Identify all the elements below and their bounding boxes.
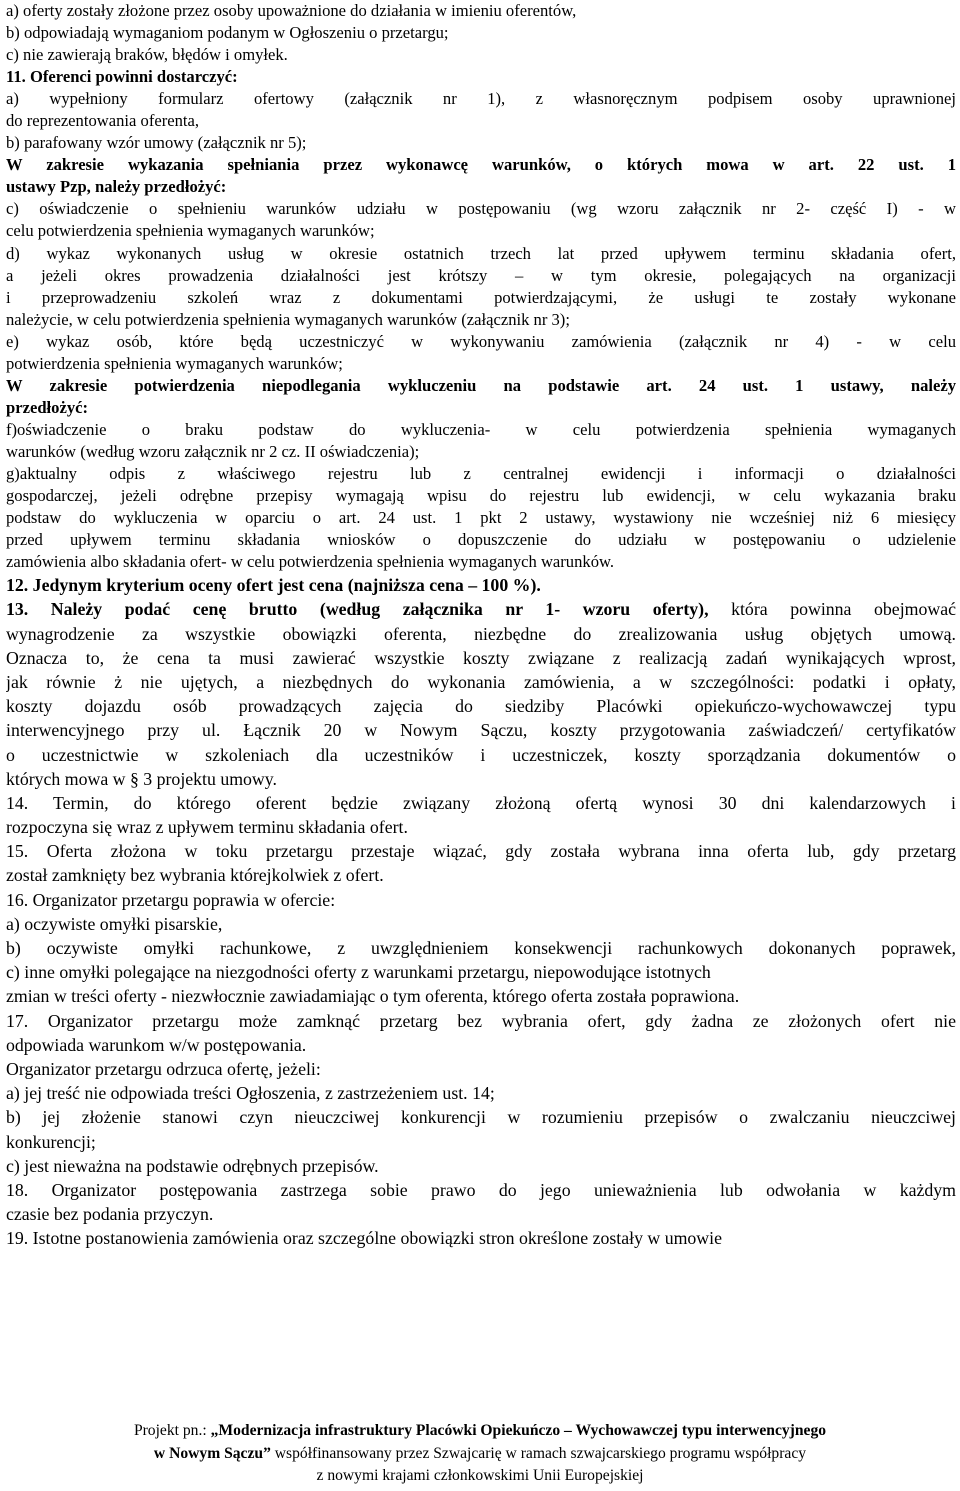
text-line: c) jest nieważna na podstawie odrębnych przepisów. — [6, 1155, 379, 1176]
text-line: a) oczywiste omyłki pisarskie, — [6, 913, 223, 934]
section-13-first-line: 13. Należy podać cenę brutto (według załącznika nr 1- wzoru oferty), która powinna obejmować — [6, 599, 956, 620]
text-line: c) nie zawierają braków, błędów i omyłek. — [6, 45, 288, 65]
text-line: e) wykaz osób, które będą uczestniczyć w wykonywaniu zamówienia (załącznik nr 4) - w celu — [6, 331, 956, 351]
subheading: W zakresie potwierdzenia niepodlegania wykluczeniu na podstawie art. 24 ust. 1 ustawy, należy — [6, 375, 956, 395]
text-line: a) oferty zostały złożone przez osoby upoważnione do działania w imieniu oferentów, — [6, 1, 577, 20]
text-line: celu potwierdzenia spełnienia wymaganych warunków; — [6, 221, 375, 241]
text-line: b) parafowany wzór umowy (załącznik nr 5); — [6, 133, 307, 153]
text-line: b) odpowiadają wymaganiom podanym w Ogłoszeniu o przetargu; — [6, 23, 449, 43]
text-line: jak równie ż nie ujętych, a niezbędnych do wykonania zamówienia, a w szczególności: podatki i opłaty, — [6, 671, 956, 692]
text-line: interwencyjnego przy ul. Łącznik 20 w Nowym Sączu, koszty przygotowania zaświadczeń/ certyfikatów — [6, 720, 956, 741]
footer-line-3: z nowymi krajami członkowskimi Unii Europejskiej — [316, 1467, 644, 1484]
text-line: b) oczywiste omyłki rachunkowe, z uwzględnieniem konsekwencji rachunkowych dokonanych poprawek, — [6, 938, 956, 959]
footer-line-1: Projekt pn.: „Modernizacja infrastruktury Placówki Opiekuńczo – Wychowawczej typu interwencyjnego — [133, 1422, 827, 1439]
text-line: g)aktualny odpis z właściwego rejestru lub z centralnej ewidencji i informacji o działalności — [6, 463, 956, 483]
text-line: do reprezentowania oferenta, — [6, 111, 200, 131]
text-line: Oznacza to, że cena ta musi zawierać wszystkie koszty związane z realizacją zadań wynikających wprost, — [6, 647, 956, 668]
text-line: potwierdzenia spełnienia wymaganych warunków; — [6, 353, 343, 373]
text-line: a) jej treść nie odpowiada treści Ogłoszenia, z zastrzeżeniem ust. 14; — [6, 1083, 495, 1104]
text-line: odpowiada warunkom w/w postępowania. — [6, 1034, 307, 1055]
text-line: został zamknięty bez wybrania którejkolwiek z ofert. — [6, 865, 384, 886]
text-line: o uczestnictwie w szkoleniach dla uczestników i uczestniczek, koszty sporządzania dokumentów o — [6, 744, 956, 765]
text-line: 15. Oferta złożona w toku przetargu przestaje wiązać, gdy została wybrana inna oferta lub, gdy przetarg — [6, 841, 956, 862]
text-line: c) oświadczenie o spełnieniu warunków udziału w postępowaniu (wg wzoru załącznik nr 2- część I) - w — [6, 199, 956, 219]
text-line: Organizator przetargu odrzuca ofertę, jeżeli: — [6, 1058, 321, 1079]
text-line: 14. Termin, do którego oferent będzie związany złożoną ofertą wynosi 30 dni kalendarzowych i — [6, 792, 956, 813]
text-line: d) wykaz wykonanych usług w okresie ostatnich trzech lat przed upływem terminu składania ofert, — [6, 243, 956, 263]
document-body — [6, 0, 956, 1250]
text-line: wynagrodzenie za wszystkie obowiązki oferenta, niezbędne do zrealizowania usług objętych umową. — [6, 623, 956, 644]
text-line: b) jej złożenie stanowi czyn nieuczciwej konkurencji w rozumieniu przepisów o zwalczaniu nieuczciwej — [6, 1107, 956, 1128]
text-line: zmian w treści oferty - niezwłocznie zawiadamiając o tym oferenta, którego oferta została poprawiona. — [6, 986, 740, 1007]
text-line: 17. Organizator przetargu może zamknąć przetarg bez wybrania ofert, gdy żadna ze złożonych ofert nie — [6, 1010, 956, 1031]
text-line: f)oświadczenie o braku podstaw do wykluczenia- w celu potwierdzenia spełnienia wymaganych — [6, 419, 956, 439]
subheading: W zakresie wykazania spełniania przez wykonawcę warunków, o których mowa w art. 22 ust. 1 — [6, 155, 956, 175]
text-line: koszty dojazdu osób prowadzących zajęcia do siedziby Placówki opiekuńczo-wychowawczej typu — [6, 696, 956, 717]
section-heading-11: 11. Oferenci powinni dostarczyć: — [6, 67, 238, 87]
text-line: przed upływem terminu składania wniosków o dopuszczenie do udziału w postępowaniu o udzielenie — [6, 530, 956, 550]
text-line: warunków (według wzoru załącznik nr 2 cz. II oświadczenia); — [6, 441, 420, 461]
text-line: rozpoczyna się wraz z upływem terminu składania ofert. — [6, 817, 408, 838]
text-line: c) inne omyłki polegające na niezgodności oferty z warunkami przetargu, niepowodujące istotnych — [6, 962, 711, 983]
section-heading-12: 12. Jedynym kryterium oceny ofert jest cena (najniższa cena – 100 %). — [6, 575, 541, 596]
text-line: czasie bez podania przyczyn. — [6, 1204, 214, 1225]
subheading: ustawy Pzp, należy przedłożyć: — [6, 177, 227, 197]
text-line: podstaw do wykluczenia w oparciu o art. 24 ust. 1 pkt 2 ustawy, wystawiony nie wcześniej niż 6 miesięcy — [6, 508, 956, 528]
subheading: przedłożyć: — [6, 397, 89, 417]
text-line: gospodarczej, jeżeli odrębne przepisy wymagają wpisu do rejestru lub ewidencji, w celu wykazania braku — [6, 486, 956, 506]
text-line: a jeżeli okres prowadzenia działalności jest krótszy – w tym okresie, polegających na organizacji — [6, 265, 956, 285]
text-line: należycie, w celu potwierdzenia spełnienia wymaganych warunków (załącznik nr 3); — [6, 309, 570, 329]
text-line: konkurencji; — [6, 1131, 96, 1152]
text-line: a) wypełniony formularz ofertowy (załącznik nr 1), z własnoręcznym podpisem osoby uprawnionej — [6, 89, 956, 109]
text-line: których mowa w § 3 projektu umowy. — [6, 768, 277, 789]
text-line: 19. Istotne postanowienia zamówienia oraz szczególne obowiązki stron określone zostały w umowie — [6, 1228, 722, 1249]
footer-line-2: w Nowym Sączu” współfinansowany przez Szwajcarię w ramach szwajcarskiego programu współpracy — [153, 1444, 807, 1462]
text-line: zamówienia albo składania ofert- w celu potwierdzenia spełnienia wymaganych warunków. — [6, 552, 615, 572]
text-line: i przeprowadzeniu szkoleń wraz z dokumentami potwierdzającymi, że usługi te zostały wykonane — [6, 287, 956, 307]
text-line: 18. Organizator postępowania zastrzega sobie prawo do jego unieważnienia lub odwołania w każdym — [6, 1179, 956, 1200]
page-footer — [0, 1420, 960, 1488]
text-line: 16. Organizator przetargu poprawia w ofercie: — [6, 889, 336, 910]
